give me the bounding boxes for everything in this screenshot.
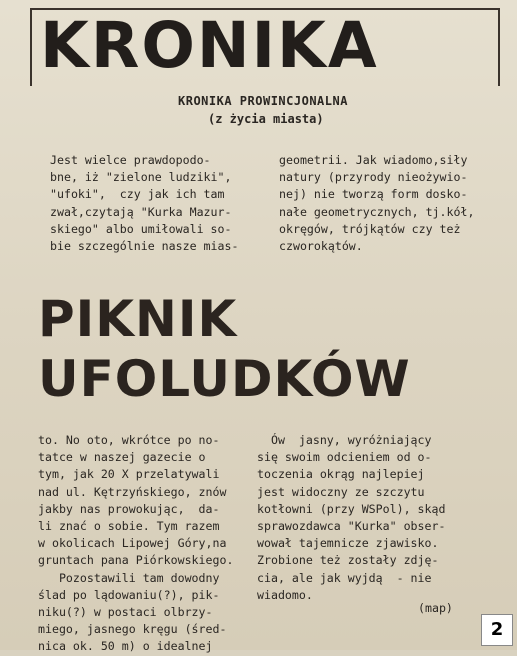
text-line: geometrii. Jak wiadomo,siły [279,153,468,167]
section-subtitle: KRONIKA PROWINCJONALNA [178,94,348,108]
text-line: kotłowni (przy WSPol), skąd [257,501,446,516]
text-line: sprawozdawca "Kurka" obser- [257,519,446,534]
text-line: to. No oto, wkrótce po no- [38,433,220,447]
text-line: się swoim odcieniem od o- [257,450,432,465]
text-line: "ufoki", czy jak ich tam [50,187,225,202]
text-line: skiego" albo umiłowali so- [50,221,232,236]
intro-column-left [50,152,238,255]
intro-column-right [279,152,474,255]
text-line: okręgów, trójkątów czy też [279,221,461,236]
text-line: ślad po lądowaniu(?), pik- [38,587,220,602]
text-line: Zrobione też zostały zdję- [257,553,439,568]
text-line: nej) nie tworzą form dosko- [279,187,468,202]
text-line: li znać o sobie. Tym razem [38,519,220,534]
text-line: wował tajemnicze zjawisko. [257,536,439,551]
author-signature: (map) [418,601,453,615]
text-line: wiadomo. [257,587,313,602]
text-line: toczenia okrąg najlepiej [257,467,425,482]
text-line: tatce w naszej gazecie o [38,450,206,465]
page-number-badge: 2 [481,614,513,646]
text-line: w okolicach Lipowej Góry,na [38,536,227,551]
text-line: Ów jasny, wyróżniający [257,433,432,447]
text-line: natury (przyrody nieożywio- [279,170,468,185]
text-line: tym, jak 20 X przelatywali [38,467,220,482]
text-line: czworokątów. [279,239,363,254]
body-column-right [257,432,445,604]
text-line: jest widoczny ze szczytu [257,484,425,499]
text-line: nałe geometrycznych, tj.kół, [279,204,475,219]
text-line: gruntach pana Piórkowskiego. [38,553,234,568]
text-line: nica ok. 50 m) o idealnej [38,639,213,654]
article-headline-line-1: PIKNIK [38,290,238,348]
text-line: cia, ale jak wyjdą - nie [257,570,432,585]
body-column-left [38,432,233,656]
masthead-title: KRONIKA [40,9,379,82]
text-line: Pozostawili tam dowodny [38,570,220,585]
text-line: jakby nas prowokując, da- [38,501,220,516]
text-line: bne, iż "zielone ludziki", [50,170,232,185]
text-line: zwał,czytają "Kurka Mazur- [50,204,232,219]
text-line: niku(?) w postaci olbrzy- [38,605,213,620]
text-line: miego, jasnego kręgu (śred- [38,622,227,637]
section-subtitle-secondary: (z życia miasta) [208,112,324,126]
text-line: bie szczególnie nasze mias- [50,239,239,254]
article-headline-line-2: UFOLUDKÓW [38,350,411,408]
text-line: nad ul. Kętrzyńskiego, znów [38,484,227,499]
text-line: Jest wielce prawdopodo- [50,153,211,167]
